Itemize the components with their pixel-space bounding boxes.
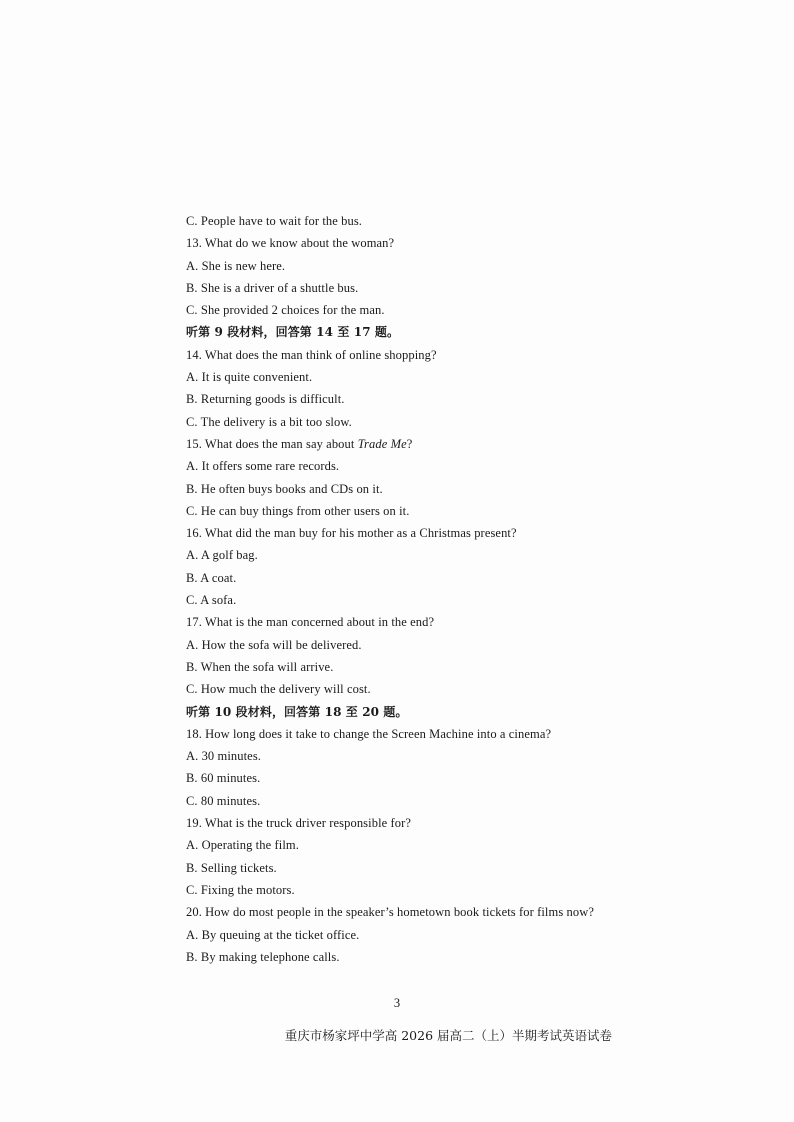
- option-line: [186, 767, 646, 789]
- question-line: [186, 812, 646, 834]
- line-text: 听第 10 段材料，回答第 18 至 20 题。: [186, 704, 408, 719]
- line-text: 14. What does the man think of online shopping?: [186, 347, 437, 362]
- line-text: C. 80 minutes.: [186, 793, 261, 808]
- option-line: [186, 277, 646, 299]
- option-line: [186, 567, 646, 589]
- line-text: 16. What did the man buy for his mother as a Christmas present?: [186, 526, 517, 541]
- option-line: [186, 879, 646, 901]
- question-line: [186, 522, 646, 544]
- option-line: [186, 634, 646, 656]
- line-text: C. People have to wait for the bus.: [186, 214, 363, 228]
- option-line: [186, 299, 646, 321]
- line-text: 15. What does the man say about: [186, 436, 358, 451]
- line-text: A. By queuing at the ticket office.: [186, 927, 360, 942]
- question-line: [186, 232, 646, 254]
- question-line: [186, 901, 646, 923]
- line-text: A. It offers some rare records.: [186, 459, 340, 474]
- option-line: [186, 255, 646, 277]
- line-text: A. Operating the film.: [186, 838, 299, 853]
- line-text: A. It is quite convenient.: [186, 370, 313, 385]
- option-line: [186, 500, 646, 522]
- option-line: [186, 366, 646, 388]
- line-text: B. She is a driver of a shuttle bus.: [186, 280, 359, 295]
- line-text: C. He can buy things from other users on it.: [186, 503, 410, 518]
- option-line: [186, 678, 646, 700]
- line-text: B. He often buys books and CDs on it.: [186, 481, 383, 496]
- section-heading: [186, 321, 646, 343]
- line-text: B. By making telephone calls.: [186, 949, 340, 964]
- exam-footer: 重庆市杨家坪中学高 2026 届高二（上）半期考试英语试卷: [284, 1028, 612, 1043]
- line-italic-text: Trade Me: [357, 436, 407, 451]
- option-line: [186, 455, 646, 477]
- question-line: [186, 344, 646, 366]
- option-line: [186, 411, 646, 433]
- option-line: [186, 946, 646, 968]
- exam-content: [186, 210, 646, 968]
- line-text: 13. What do we know about the woman?: [186, 236, 395, 251]
- line-text: B. Selling tickets.: [186, 860, 277, 875]
- line-text: B. Returning goods is difficult.: [186, 392, 345, 407]
- line-text: 听第 9 段材料，回答第 14 至 17 题。: [186, 325, 400, 340]
- line-text: A. 30 minutes.: [186, 749, 262, 764]
- question-line: [186, 433, 646, 455]
- line-text: C. The delivery is a bit too slow.: [186, 414, 352, 429]
- line-tail-text: ?: [406, 436, 413, 451]
- option-line: [186, 745, 646, 767]
- question-line: [186, 611, 646, 633]
- line-text: B. When the sofa will arrive.: [186, 659, 334, 674]
- line-text: B. A coat.: [186, 570, 237, 585]
- option-line: [186, 210, 646, 232]
- option-line: [186, 544, 646, 566]
- line-text: 18. How long does it take to change the Screen Machine into a cinema?: [186, 726, 552, 741]
- option-line: [186, 924, 646, 946]
- option-line: [186, 478, 646, 500]
- page-number: 3: [393, 996, 401, 1010]
- option-line: [186, 388, 646, 410]
- option-line: [186, 589, 646, 611]
- line-text: C. Fixing the motors.: [186, 882, 295, 897]
- line-text: C. She provided 2 choices for the man.: [186, 303, 385, 318]
- option-line: [186, 857, 646, 879]
- line-text: B. 60 minutes.: [186, 771, 261, 786]
- option-line: [186, 834, 646, 856]
- option-line: [186, 656, 646, 678]
- line-text: 20. How do most people in the speaker’s hometown book tickets for films now?: [186, 905, 594, 920]
- section-heading: [186, 701, 646, 723]
- question-line: [186, 723, 646, 745]
- line-text: 17. What is the man concerned about in the end?: [186, 615, 435, 630]
- line-text: C. How much the delivery will cost.: [186, 682, 371, 697]
- line-text: A. She is new here.: [186, 258, 286, 273]
- line-text: C. A sofa.: [186, 593, 237, 608]
- line-text: 19. What is the truck driver responsible for?: [186, 816, 412, 831]
- line-text: A. How the sofa will be delivered.: [186, 637, 362, 652]
- option-line: [186, 790, 646, 812]
- line-text: A. A golf bag.: [186, 548, 258, 563]
